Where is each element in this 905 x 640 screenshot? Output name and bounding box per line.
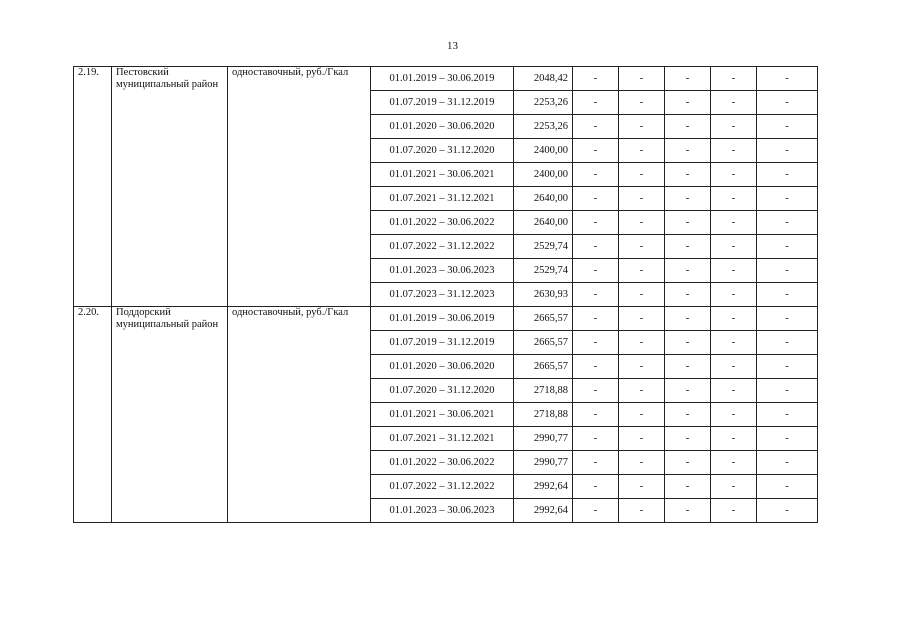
empty-value-cell: - <box>619 67 665 91</box>
empty-value-cell: - <box>711 139 757 163</box>
empty-value-cell: - <box>711 283 757 307</box>
empty-value-cell: - <box>757 451 818 475</box>
period-cell: 01.01.2022 – 30.06.2022 <box>371 451 514 475</box>
tariff-value-cell: 2253,26 <box>514 91 573 115</box>
empty-value-cell: - <box>711 355 757 379</box>
empty-value-cell: - <box>757 235 818 259</box>
period-cell: 01.07.2019 – 31.12.2019 <box>371 331 514 355</box>
empty-value-cell: - <box>573 451 619 475</box>
empty-value-cell: - <box>573 331 619 355</box>
empty-value-cell: - <box>573 115 619 139</box>
empty-value-cell: - <box>665 115 711 139</box>
tariff-value-cell: 2665,57 <box>514 355 573 379</box>
table-row <box>74 307 818 331</box>
empty-value-cell: - <box>619 115 665 139</box>
tariff-table-body <box>74 67 818 523</box>
tariff-value-cell: 2665,57 <box>514 331 573 355</box>
tariff-value-cell: 2048,42 <box>514 67 573 91</box>
empty-value-cell: - <box>711 211 757 235</box>
period-cell: 01.01.2023 – 30.06.2023 <box>371 259 514 283</box>
empty-value-cell: - <box>711 259 757 283</box>
tariff-value-cell: 2640,00 <box>514 211 573 235</box>
empty-value-cell: - <box>573 307 619 331</box>
empty-value-cell: - <box>711 163 757 187</box>
empty-value-cell: - <box>757 379 818 403</box>
empty-value-cell: - <box>711 187 757 211</box>
empty-value-cell: - <box>573 187 619 211</box>
page-number: 13 <box>447 40 458 52</box>
period-cell: 01.07.2021 – 31.12.2021 <box>371 427 514 451</box>
empty-value-cell: - <box>665 91 711 115</box>
empty-value-cell: - <box>711 403 757 427</box>
empty-value-cell: - <box>619 379 665 403</box>
empty-value-cell: - <box>619 259 665 283</box>
tariff-type: одноставочный, руб./Гкал <box>228 67 371 307</box>
empty-value-cell: - <box>665 331 711 355</box>
empty-value-cell: - <box>711 91 757 115</box>
section-number: 2.19. <box>74 67 112 307</box>
empty-value-cell: - <box>573 379 619 403</box>
empty-value-cell: - <box>757 67 818 91</box>
empty-value-cell: - <box>665 235 711 259</box>
section-number: 2.20. <box>74 307 112 523</box>
period-cell: 01.01.2019 – 30.06.2019 <box>371 307 514 331</box>
empty-value-cell: - <box>711 115 757 139</box>
empty-value-cell: - <box>665 67 711 91</box>
period-cell: 01.01.2019 – 30.06.2019 <box>371 67 514 91</box>
empty-value-cell: - <box>711 67 757 91</box>
period-cell: 01.01.2020 – 30.06.2020 <box>371 115 514 139</box>
empty-value-cell: - <box>573 283 619 307</box>
empty-value-cell: - <box>665 307 711 331</box>
empty-value-cell: - <box>711 427 757 451</box>
empty-value-cell: - <box>573 235 619 259</box>
empty-value-cell: - <box>757 499 818 523</box>
empty-value-cell: - <box>757 91 818 115</box>
empty-value-cell: - <box>619 427 665 451</box>
tariff-value-cell: 2718,88 <box>514 379 573 403</box>
empty-value-cell: - <box>619 475 665 499</box>
tariff-value-cell: 2529,74 <box>514 235 573 259</box>
empty-value-cell: - <box>573 91 619 115</box>
period-cell: 01.07.2022 – 31.12.2022 <box>371 235 514 259</box>
empty-value-cell: - <box>757 331 818 355</box>
empty-value-cell: - <box>619 139 665 163</box>
empty-value-cell: - <box>573 499 619 523</box>
empty-value-cell: - <box>757 355 818 379</box>
tariff-value-cell: 2253,26 <box>514 115 573 139</box>
period-cell: 01.01.2020 – 30.06.2020 <box>371 355 514 379</box>
period-cell: 01.07.2022 – 31.12.2022 <box>371 475 514 499</box>
empty-value-cell: - <box>619 163 665 187</box>
empty-value-cell: - <box>619 355 665 379</box>
district-name: Пестовский муниципальный район <box>112 67 228 307</box>
empty-value-cell: - <box>757 163 818 187</box>
empty-value-cell: - <box>711 379 757 403</box>
empty-value-cell: - <box>665 451 711 475</box>
tariff-value-cell: 2718,88 <box>514 403 573 427</box>
empty-value-cell: - <box>711 499 757 523</box>
empty-value-cell: - <box>665 283 711 307</box>
tariff-value-cell: 2400,00 <box>514 163 573 187</box>
tariff-value-cell: 2992,64 <box>514 499 573 523</box>
tariff-value-cell: 2665,57 <box>514 307 573 331</box>
empty-value-cell: - <box>573 475 619 499</box>
period-cell: 01.07.2020 – 31.12.2020 <box>371 379 514 403</box>
empty-value-cell: - <box>619 91 665 115</box>
empty-value-cell: - <box>665 139 711 163</box>
period-cell: 01.01.2021 – 30.06.2021 <box>371 403 514 427</box>
empty-value-cell: - <box>757 427 818 451</box>
empty-value-cell: - <box>619 499 665 523</box>
empty-value-cell: - <box>619 451 665 475</box>
empty-value-cell: - <box>665 163 711 187</box>
empty-value-cell: - <box>665 427 711 451</box>
empty-value-cell: - <box>573 163 619 187</box>
empty-value-cell: - <box>665 403 711 427</box>
empty-value-cell: - <box>619 283 665 307</box>
tariff-type: одноставочный, руб./Гкал <box>228 307 371 523</box>
tariff-value-cell: 2992,64 <box>514 475 573 499</box>
tariff-value-cell: 2990,77 <box>514 451 573 475</box>
period-cell: 01.07.2019 – 31.12.2019 <box>371 91 514 115</box>
period-cell: 01.07.2020 – 31.12.2020 <box>371 139 514 163</box>
empty-value-cell: - <box>757 403 818 427</box>
empty-value-cell: - <box>665 259 711 283</box>
empty-value-cell: - <box>711 235 757 259</box>
period-cell: 01.01.2022 – 30.06.2022 <box>371 211 514 235</box>
empty-value-cell: - <box>711 475 757 499</box>
empty-value-cell: - <box>757 187 818 211</box>
empty-value-cell: - <box>619 331 665 355</box>
tariff-value-cell: 2630,93 <box>514 283 573 307</box>
empty-value-cell: - <box>619 211 665 235</box>
empty-value-cell: - <box>665 379 711 403</box>
table-row <box>74 67 818 91</box>
tariff-value-cell: 2400,00 <box>514 139 573 163</box>
district-name: Поддорский муниципальный район <box>112 307 228 523</box>
empty-value-cell: - <box>619 187 665 211</box>
empty-value-cell: - <box>619 235 665 259</box>
empty-value-cell: - <box>619 403 665 427</box>
period-cell: 01.01.2021 – 30.06.2021 <box>371 163 514 187</box>
empty-value-cell: - <box>757 475 818 499</box>
tariff-value-cell: 2529,74 <box>514 259 573 283</box>
empty-value-cell: - <box>711 307 757 331</box>
empty-value-cell: - <box>573 427 619 451</box>
empty-value-cell: - <box>757 139 818 163</box>
period-cell: 01.07.2021 – 31.12.2021 <box>371 187 514 211</box>
empty-value-cell: - <box>573 139 619 163</box>
empty-value-cell: - <box>665 211 711 235</box>
tariff-value-cell: 2990,77 <box>514 427 573 451</box>
empty-value-cell: - <box>573 211 619 235</box>
tariff-table <box>73 66 818 523</box>
empty-value-cell: - <box>573 403 619 427</box>
empty-value-cell: - <box>665 355 711 379</box>
empty-value-cell: - <box>757 307 818 331</box>
period-cell: 01.01.2023 – 30.06.2023 <box>371 499 514 523</box>
empty-value-cell: - <box>573 259 619 283</box>
empty-value-cell: - <box>573 67 619 91</box>
empty-value-cell: - <box>757 283 818 307</box>
empty-value-cell: - <box>665 499 711 523</box>
empty-value-cell: - <box>665 187 711 211</box>
period-cell: 01.07.2023 – 31.12.2023 <box>371 283 514 307</box>
tariff-value-cell: 2640,00 <box>514 187 573 211</box>
empty-value-cell: - <box>757 259 818 283</box>
empty-value-cell: - <box>757 211 818 235</box>
empty-value-cell: - <box>665 475 711 499</box>
empty-value-cell: - <box>619 307 665 331</box>
empty-value-cell: - <box>757 115 818 139</box>
empty-value-cell: - <box>573 355 619 379</box>
empty-value-cell: - <box>711 451 757 475</box>
empty-value-cell: - <box>711 331 757 355</box>
